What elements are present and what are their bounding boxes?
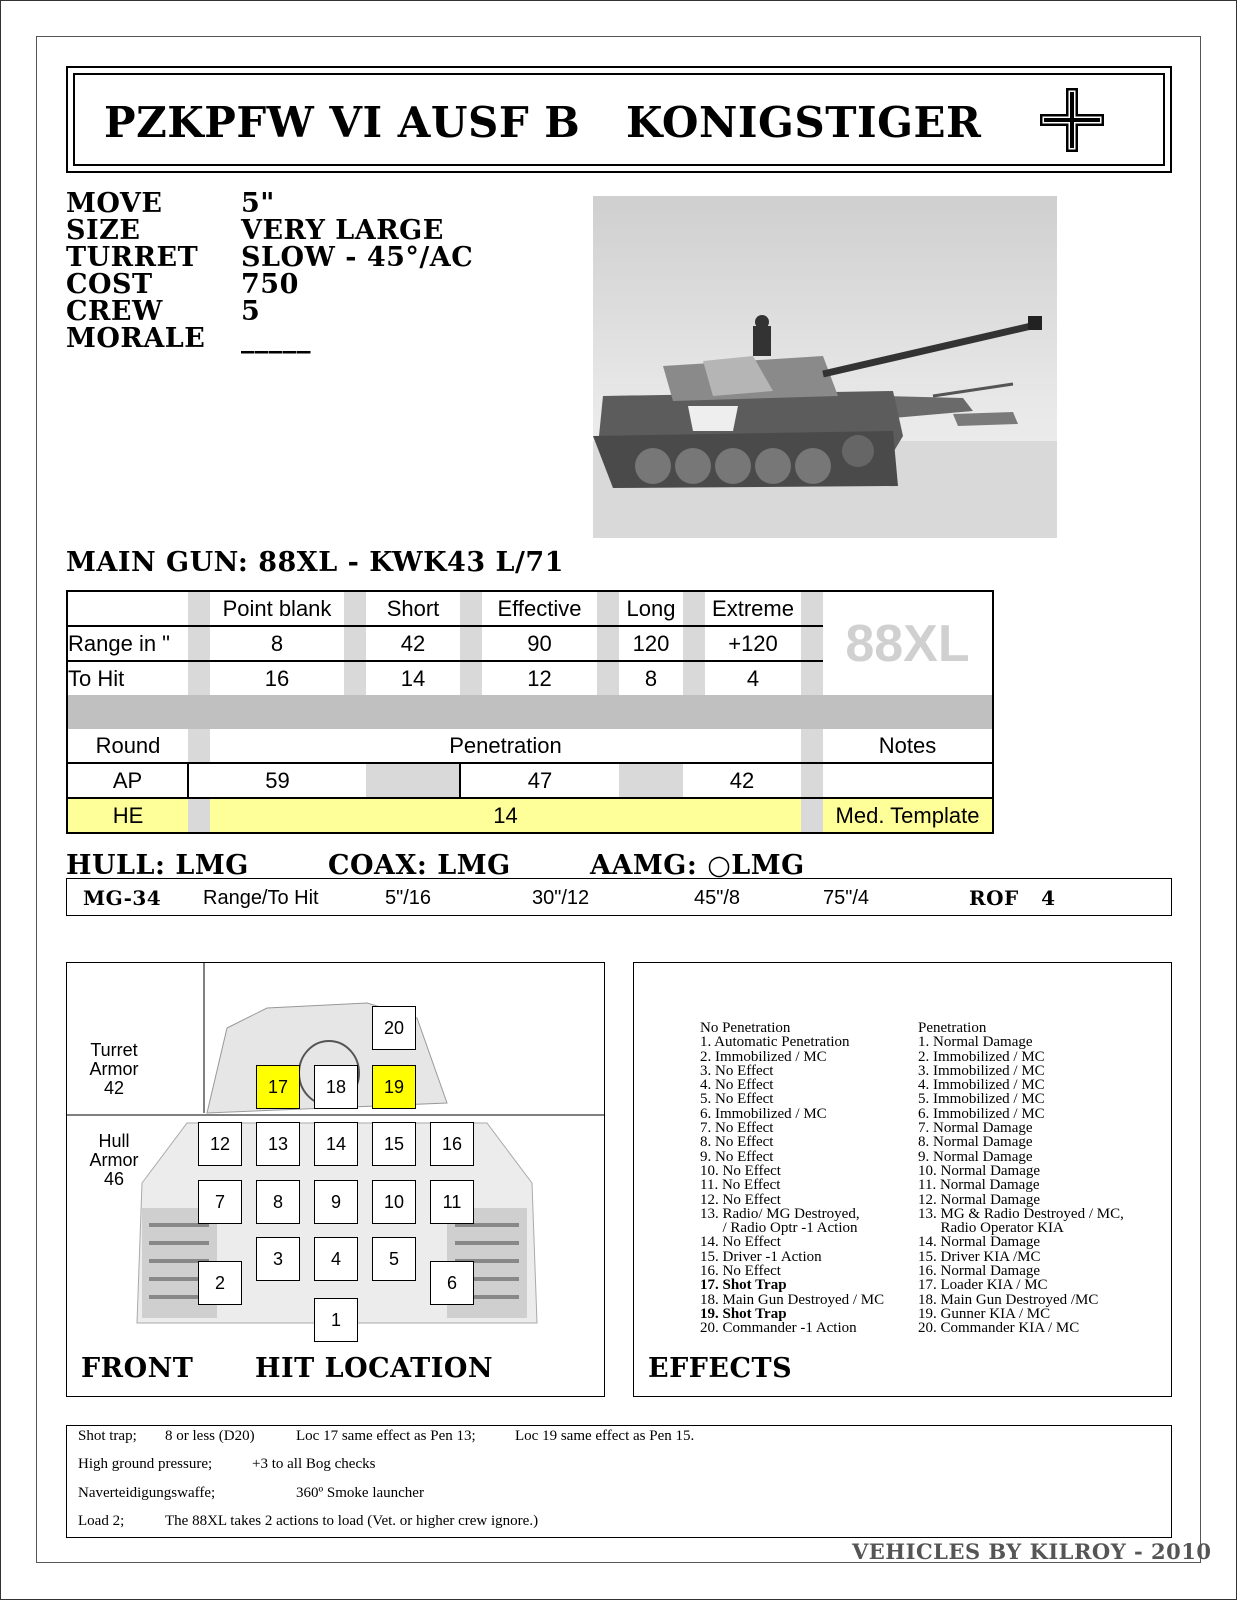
effect-item: 9. Normal Damage <box>918 1148 1033 1165</box>
effect-item: 1. Normal Damage <box>918 1034 1033 1051</box>
effect-item: 11. No Effect <box>700 1177 781 1194</box>
hit-loc-15[interactable]: 15 <box>372 1122 416 1166</box>
he-pen: 14 <box>493 802 518 828</box>
hit-loc-10[interactable]: 10 <box>372 1180 416 1224</box>
mg-name: MG-34 <box>83 886 162 910</box>
hit-loc-13[interactable]: 13 <box>256 1122 300 1166</box>
effects-title: EFFECTS <box>648 1353 793 1384</box>
tohit-value: 4 <box>746 665 760 691</box>
range-value: 42 <box>400 630 426 656</box>
note-load: Load 2; <box>78 1513 125 1529</box>
effect-item: 5. No Effect <box>700 1091 774 1108</box>
range-value: +120 <box>728 630 778 656</box>
mg-rof: ROF 4 <box>969 886 1056 910</box>
range-header: Extreme <box>712 595 794 621</box>
range-header: Point blank <box>222 595 332 621</box>
range-header: Long <box>626 595 676 621</box>
effect-item: 5. Immobilized / MC <box>918 1091 1045 1108</box>
stat-value: _____ <box>241 323 311 354</box>
effect-item: 3. Immobilized / MC <box>918 1062 1045 1079</box>
effect-item: 13. Radio/ MG Destroyed, <box>700 1205 860 1222</box>
hit-loc-7[interactable]: 7 <box>198 1180 242 1224</box>
penetration-header: Penetration <box>449 732 562 758</box>
effect-item: 4. Immobilized / MC <box>918 1077 1045 1094</box>
he-round: HE <box>67 798 188 833</box>
no-penetration-list <box>700 1021 884 1336</box>
effect-item: 18. Main Gun Destroyed / MC <box>700 1291 885 1308</box>
range-label: Range in " <box>67 626 188 661</box>
hit-location-title: HIT LOCATION <box>255 1353 494 1384</box>
aa-mg: AAMG: ○LMG <box>590 850 805 881</box>
effect-item: 17. Loader KIA / MC <box>918 1277 1048 1294</box>
effect-item: 1. Automatic Penetration <box>700 1034 850 1051</box>
hit-loc-12[interactable]: 12 <box>198 1122 242 1166</box>
mg-stats-bar <box>66 878 1172 916</box>
tank-photo <box>593 196 1057 538</box>
stat-value: VERY LARGE <box>241 215 444 246</box>
ap-note <box>823 763 993 798</box>
effect-item: 7. Normal Damage <box>918 1120 1033 1137</box>
hit-loc-6[interactable]: 6 <box>430 1261 474 1305</box>
hit-loc-2[interactable]: 2 <box>198 1261 242 1305</box>
effect-item: 11. Normal Damage <box>918 1177 1040 1194</box>
tohit-value: 16 <box>264 665 290 691</box>
effect-item: / Radio Optr -1 Action <box>700 1220 858 1237</box>
ap-pen-3: 42 <box>729 767 755 793</box>
range-value: 8 <box>270 630 284 656</box>
hit-loc-17[interactable]: 17 <box>256 1065 300 1109</box>
stat-value: 750 <box>241 269 299 300</box>
hit-loc-8[interactable]: 8 <box>256 1180 300 1224</box>
note-shot-trap: Shot trap; <box>78 1428 137 1444</box>
turret-armor-label: Turret Armor 42 <box>89 1040 139 1098</box>
hit-location-panel <box>66 962 605 1397</box>
effect-item: 9. No Effect <box>700 1148 774 1165</box>
effect-item: Radio Operator KIA <box>918 1220 1064 1237</box>
effect-item: 15. Driver KIA /MC <box>918 1248 1041 1265</box>
mg-range-4: 75"/4 <box>823 887 870 909</box>
stats-block <box>66 190 473 352</box>
no-pen-header: No Penetration <box>700 1020 791 1036</box>
hit-loc-14[interactable]: 14 <box>314 1122 358 1166</box>
ap-pen-1: 59 <box>188 763 366 798</box>
stat-value: 5 <box>241 296 261 327</box>
ap-pen-2: 47 <box>460 763 619 798</box>
credit: VEHICLES BY KILROY - 2010 <box>852 1539 1212 1564</box>
effect-item: 14. Normal Damage <box>918 1234 1041 1251</box>
ap-round: AP <box>67 763 188 798</box>
effect-item: 3. No Effect <box>700 1062 774 1079</box>
effect-item: 19. Shot Trap <box>700 1305 787 1322</box>
note-smoke-value: 360º Smoke launcher <box>296 1485 424 1501</box>
effect-item: 12. No Effect <box>700 1191 781 1208</box>
note-shot-trap-loc17: Loc 17 same effect as Pen 13; <box>296 1428 476 1444</box>
effect-item: 8. No Effect <box>700 1134 774 1151</box>
effect-item: 20. Commander -1 Action <box>700 1320 857 1337</box>
stat-label: TURRET <box>66 242 199 273</box>
hit-loc-5[interactable]: 5 <box>372 1237 416 1281</box>
effect-item: 4. No Effect <box>700 1077 774 1094</box>
effect-item: 12. Normal Damage <box>918 1191 1041 1208</box>
vehicle-model: PZKPFW VI AUSF B <box>104 98 581 147</box>
stat-label: SIZE <box>66 215 141 246</box>
hit-loc-16[interactable]: 16 <box>430 1122 474 1166</box>
special-rules <box>66 1425 1172 1538</box>
note-shot-trap-value: 8 or less (D20) <box>165 1428 255 1444</box>
coax-mg: COAX: LMG <box>328 850 511 881</box>
range-value: 90 <box>527 630 552 656</box>
tohit-label: To Hit <box>67 661 188 695</box>
effect-item: 2. Immobilized / MC <box>918 1048 1045 1065</box>
hit-loc-18[interactable]: 18 <box>314 1065 358 1109</box>
stat-value: 5" <box>241 188 275 219</box>
range-header: Short <box>386 595 440 621</box>
effect-item: 20. Commander KIA / MC <box>918 1320 1080 1337</box>
balkenkreuz-icon <box>1040 88 1104 152</box>
hit-loc-11[interactable]: 11 <box>430 1180 474 1224</box>
effect-item: 13. MG & Radio Destroyed / MC, <box>918 1205 1124 1222</box>
penetration-list <box>918 1021 1124 1336</box>
stat-label: CREW <box>66 296 163 327</box>
stat-label: COST <box>66 269 153 300</box>
effect-item: 17. Shot Trap <box>700 1277 787 1294</box>
effect-item: 14. No Effect <box>700 1234 781 1251</box>
note-shot-trap-loc19: Loc 19 same effect as Pen 15. <box>515 1428 695 1444</box>
range-header: Effective <box>497 595 582 621</box>
round-header: Round <box>67 729 188 763</box>
notes-header: Notes <box>823 729 993 763</box>
tohit-value: 14 <box>400 665 426 691</box>
hull-armor-label: Hull Armor 46 <box>89 1131 139 1189</box>
stat-value: SLOW - 45°/AC <box>241 242 474 273</box>
mg-range-2: 30"/12 <box>532 887 590 909</box>
note-load-value: The 88XL takes 2 actions to load (Vet. or higher crew ignore.) <box>165 1513 539 1529</box>
main-gun-table <box>66 590 994 834</box>
stat-label: MORALE <box>66 323 206 354</box>
pen-header: Penetration <box>918 1020 987 1036</box>
hit-loc-20[interactable]: 20 <box>372 1006 416 1050</box>
hit-loc-1[interactable]: 1 <box>314 1298 358 1342</box>
stat-label: MOVE <box>66 188 163 219</box>
mg-range-1: 5"/16 <box>385 887 432 909</box>
hit-loc-4[interactable]: 4 <box>314 1237 358 1281</box>
hit-loc-3[interactable]: 3 <box>256 1237 300 1281</box>
note-ground-pressure: High ground pressure; <box>78 1456 213 1472</box>
effect-item: 6. Immobilized / MC <box>918 1105 1045 1122</box>
effect-item: 6. Immobilized / MC <box>700 1105 827 1122</box>
effect-item: 8. Normal Damage <box>918 1134 1033 1151</box>
mg-range-3: 45"/8 <box>694 887 741 909</box>
range-value: 120 <box>632 630 670 656</box>
effect-item: 2. Immobilized / MC <box>700 1048 827 1065</box>
gun-badge: 88XL <box>823 591 993 695</box>
main-gun-header: MAIN GUN: 88XL - KWK43 L/71 <box>66 547 564 578</box>
effect-item: 18. Main Gun Destroyed /MC <box>918 1291 1099 1308</box>
mg-range-label: Range/To Hit <box>203 887 319 909</box>
hit-loc-19[interactable]: 19 <box>372 1065 416 1109</box>
front-label: FRONT <box>81 1353 194 1384</box>
tohit-value: 12 <box>527 665 552 691</box>
effect-item: 7. No Effect <box>700 1120 774 1137</box>
hull-mg: HULL: LMG <box>66 850 249 881</box>
effect-item: 15. Driver -1 Action <box>700 1248 822 1265</box>
effect-item: 19. Gunner KIA / MC <box>918 1305 1051 1322</box>
he-note: Med. Template <box>823 798 993 833</box>
note-smoke: Naverteidigungswaffe; <box>78 1485 216 1501</box>
effect-item: 10. No Effect <box>700 1162 781 1179</box>
note-ground-pressure-value: +3 to all Bog checks <box>252 1456 376 1472</box>
vehicle-name: KONIGSTIGER <box>626 98 982 147</box>
hit-loc-9[interactable]: 9 <box>314 1180 358 1224</box>
effect-item: 16. No Effect <box>700 1263 781 1280</box>
effect-item: 10. Normal Damage <box>918 1162 1041 1179</box>
tohit-value: 8 <box>644 665 658 691</box>
effect-item: 16. Normal Damage <box>918 1263 1041 1280</box>
